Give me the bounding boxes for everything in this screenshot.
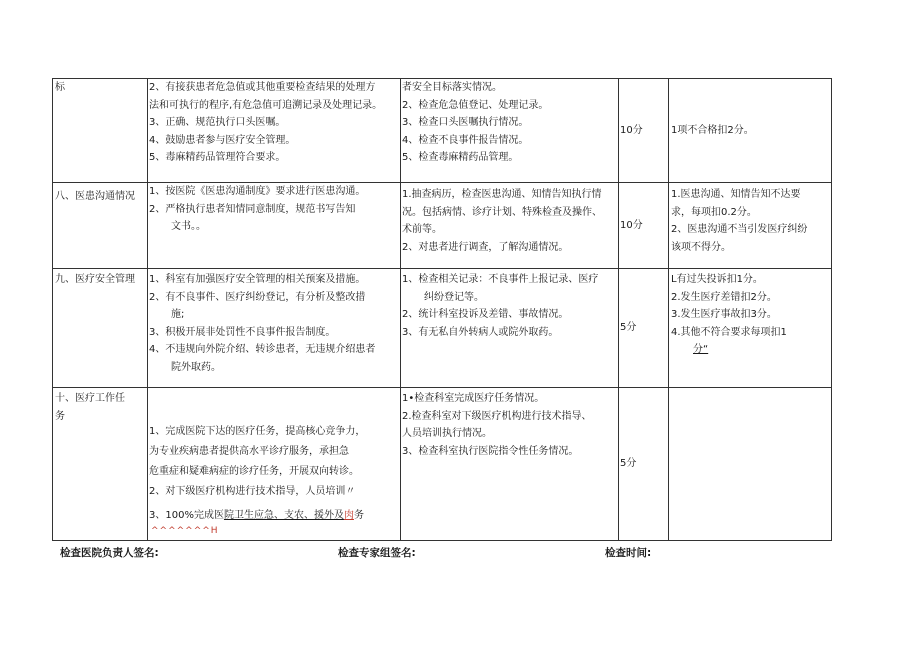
deduction-line: L有过失投诉扣1分。 bbox=[671, 274, 763, 285]
deduction-line: 2、医患沟通不当引发医疗纠纷 bbox=[671, 224, 808, 235]
deduction-line: 3.发生医疗事故扣3分。 bbox=[671, 309, 777, 320]
score-value: 10分 bbox=[620, 124, 643, 136]
requirement-highlight: 肉 bbox=[343, 510, 354, 521]
deduction-cell bbox=[669, 269, 832, 388]
methods-cell bbox=[401, 183, 619, 269]
score-cell bbox=[619, 183, 669, 269]
category-cell bbox=[53, 388, 148, 541]
requirements-cell bbox=[148, 79, 401, 183]
method-line: 人员培训执行情况。 bbox=[402, 428, 492, 439]
requirement-underlined: 院卫生应急、支农、援外及 bbox=[223, 510, 344, 521]
requirement-line: 法和可执行的程序,有危急值可追溯记录及处理记录。 bbox=[149, 99, 383, 111]
score-value: 5分 bbox=[620, 458, 637, 470]
method-line: 况。包括病情、诊疗计划、特殊检查及操作、 bbox=[402, 206, 602, 218]
deduction-line: 1项不合格扣2分。 bbox=[671, 124, 754, 136]
requirement-suffix: 务 bbox=[353, 510, 364, 521]
score-cell bbox=[619, 79, 669, 183]
methods-cell bbox=[401, 269, 619, 388]
deduction-line: 求，每项扣0.2分。 bbox=[671, 206, 757, 218]
requirement-line: 危重症和疑难病症的诊疗任务，开展双向转诊。 bbox=[149, 466, 359, 477]
category-cell bbox=[53, 79, 148, 183]
deduction-cell bbox=[669, 79, 832, 183]
score-cell bbox=[619, 388, 669, 541]
requirement-line bbox=[149, 506, 400, 526]
requirement-line: 5、毒麻精药品管理符合要求。 bbox=[149, 152, 286, 163]
category-label: 务 bbox=[55, 410, 65, 422]
requirement-line: 1、按医院《医患沟通制度》要求进行医患沟通。 bbox=[149, 186, 366, 197]
score-value: 5分 bbox=[620, 322, 637, 334]
expert-sign-label: 检查专家组签名: bbox=[338, 547, 416, 559]
inspection-date-label: 检查时间: bbox=[605, 547, 652, 559]
method-line: 3、检查科室执行医院指令性任务情况。 bbox=[402, 445, 579, 457]
requirement-line: 院外取药。 bbox=[171, 361, 221, 373]
requirement-line: 3、正确、规范执行口头医嘱。 bbox=[149, 117, 286, 128]
category-cell bbox=[53, 183, 148, 269]
requirements-cell bbox=[148, 388, 401, 541]
category-cell bbox=[53, 269, 148, 388]
category-label: 十、医疗工作任 bbox=[55, 393, 125, 404]
method-line: 2、统计科室投诉及差错、事故情况。 bbox=[402, 309, 569, 320]
requirement-prefix: 3、100%完成医 bbox=[149, 510, 224, 521]
method-line: 1、检查相关记录：不良事件上报记录、医疗 bbox=[402, 274, 599, 285]
method-line: 术前等。 bbox=[402, 224, 442, 235]
deduction-line: 该项不得分。 bbox=[671, 241, 731, 253]
requirement-line: 文书。。 bbox=[171, 221, 206, 232]
requirement-line: 施; bbox=[171, 309, 185, 320]
table-row bbox=[53, 269, 832, 388]
requirement-line: 2、有不良事件、医疗纠纷登记，有分析及整改措 bbox=[149, 291, 366, 303]
method-line: 1•检查科室完成医疗任务情况。 bbox=[402, 393, 545, 404]
table-row bbox=[53, 79, 832, 183]
method-line: 5、检查毒麻精药品管理。 bbox=[402, 152, 519, 163]
method-line: 2.检查科室对下级医疗机构进行技术指导、 bbox=[402, 410, 592, 422]
inspection-table bbox=[52, 78, 832, 541]
method-line: 2、检查危急值登记、处理记录。 bbox=[402, 99, 549, 111]
spellcheck-mark: ^^^^^^^H bbox=[151, 526, 219, 536]
table-row bbox=[53, 388, 832, 541]
deduction-line: 4.其他不符合要求每项扣1 bbox=[671, 326, 787, 338]
category-label: 标 bbox=[55, 82, 65, 93]
method-line: 3、检查口头医嘱执行情况。 bbox=[402, 117, 529, 128]
method-line: 者安全目标落实情况。 bbox=[402, 82, 502, 93]
requirements-cell bbox=[148, 269, 401, 388]
deduction-line: 2.发生医疗差错扣2分。 bbox=[671, 291, 777, 303]
requirement-line: 2、有接获患者危急值或其他重要检查结果的处理方 bbox=[149, 82, 376, 93]
deduction-cell bbox=[669, 388, 832, 541]
methods-cell bbox=[401, 79, 619, 183]
method-line: 1.抽查病历，检查医患沟通、知情告知执行情 bbox=[402, 189, 602, 200]
category-label: 九、医疗安全管理 bbox=[55, 274, 135, 285]
requirement-line: 4、不违规向外院介绍、转诊患者，无违规介绍患者 bbox=[149, 344, 376, 355]
requirement-line: 3、积极开展非处罚性不良事件报告制度。 bbox=[149, 326, 336, 338]
category-label: 八、医患沟通情况 bbox=[55, 191, 135, 202]
deduction-cell bbox=[669, 183, 832, 269]
method-line: 3、有无私自外转病人或院外取药。 bbox=[402, 326, 559, 338]
deduction-line: 1.医患沟通、知情告知不达要 bbox=[671, 189, 801, 200]
score-value: 10分 bbox=[620, 219, 643, 231]
method-line: 2、对患者进行调查，了解沟通情况。 bbox=[402, 241, 569, 253]
hospital-sign-label: 检查医院负责人签名: bbox=[60, 547, 159, 559]
requirement-line: 2、严格执行患者知情同意制度，规范书写告知 bbox=[149, 203, 356, 215]
requirement-line: 2、对下级医疗机构进行技术指导，人员培训〃 bbox=[149, 486, 356, 497]
requirement-line: 为专业疾病患者提供高水平诊疗服务，承担急 bbox=[149, 446, 349, 457]
method-line: 纠纷登记等。 bbox=[424, 291, 484, 303]
requirements-cell bbox=[148, 183, 401, 269]
requirement-line: 4、鼓励患者参与医疗安全管理。 bbox=[149, 134, 296, 146]
table-row bbox=[53, 183, 832, 269]
requirement-line: 1、科室有加强医疗安全管理的相关预案及措施。 bbox=[149, 274, 366, 285]
requirement-line: 1、完成医院下达的医疗任务，提高核心竞争力， bbox=[149, 426, 366, 437]
score-cell bbox=[619, 269, 669, 388]
method-line: 4、检查不良事件报告情况。 bbox=[402, 134, 529, 146]
methods-cell bbox=[401, 388, 619, 541]
deduction-line: 分“ bbox=[693, 344, 709, 355]
